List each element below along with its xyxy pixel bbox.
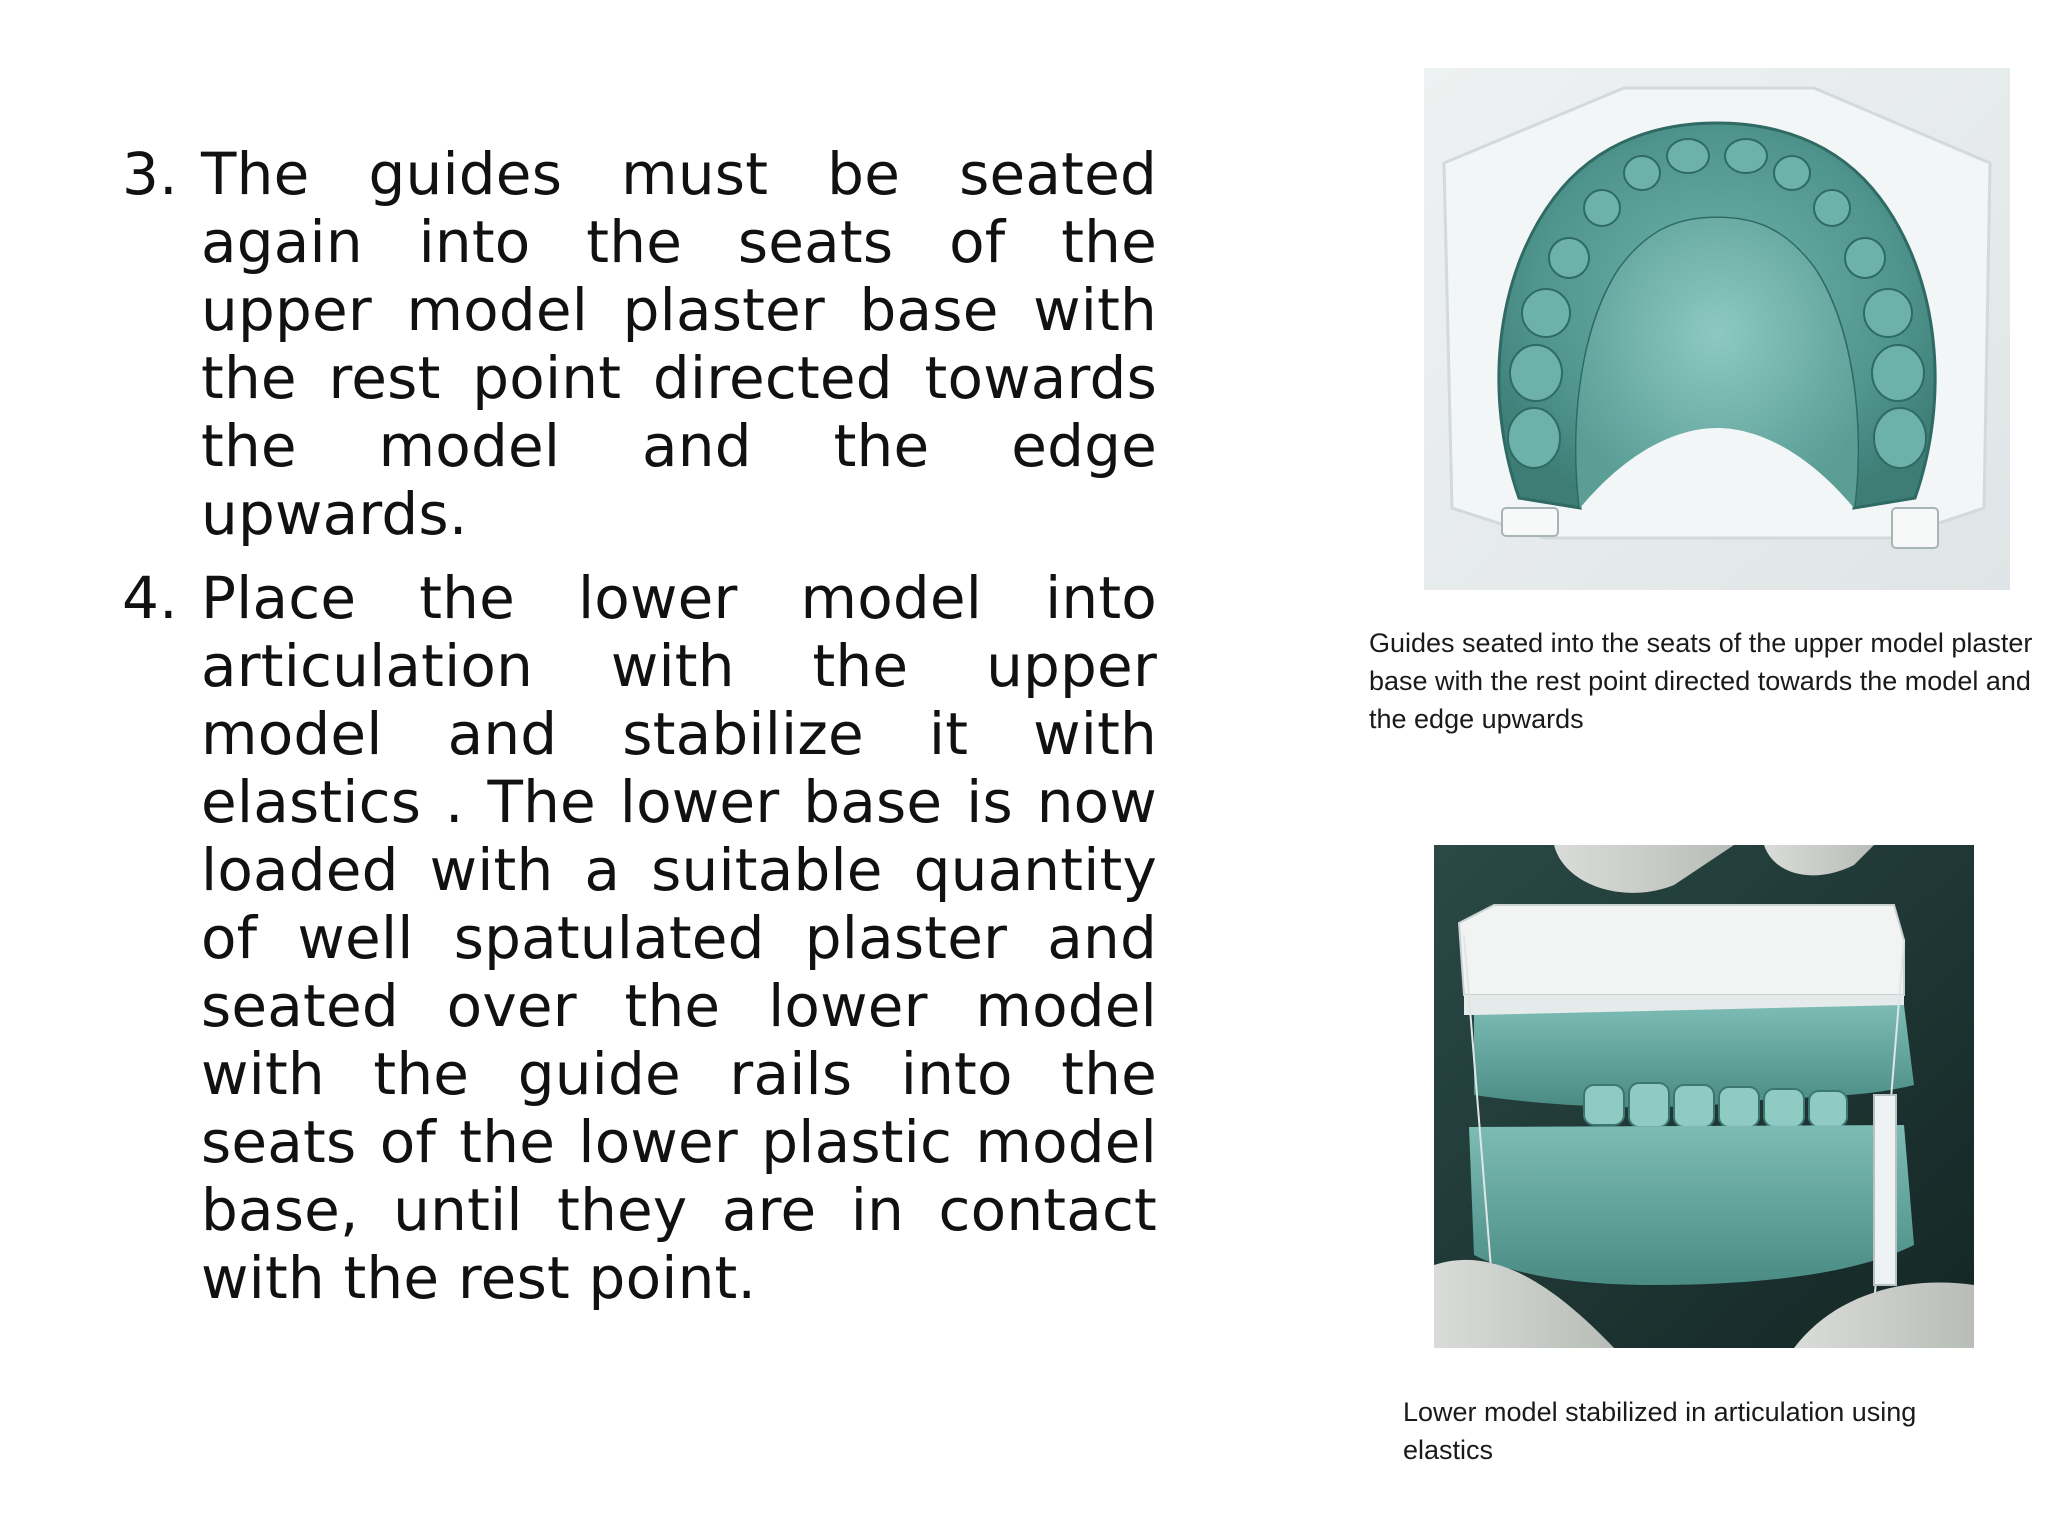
step-text: Place the lower model into articulation with the upper model and stabilize it with elastics . The lower base is now loaded with a suitable quantity of well spatulated plaster and seated over the lower model with the guide rails into the seats of the lower plastic model base, until they are in contact with the rest point. bbox=[201, 564, 1157, 1312]
step-number: 4. bbox=[122, 564, 178, 632]
lower-model-photo bbox=[1434, 845, 1974, 1348]
upper-cast-illustration bbox=[1424, 68, 2010, 590]
step-item-4 bbox=[122, 564, 1157, 1312]
step-item-3 bbox=[122, 140, 1157, 548]
instruction-list bbox=[122, 140, 1157, 1328]
step-number: 3. bbox=[122, 140, 178, 208]
step-text: The guides must be seated again into the seats of the upper model plaster base with the rest point directed towards the model and the edge upwards. bbox=[201, 140, 1157, 548]
upper-model-photo bbox=[1424, 68, 2010, 590]
articulated-casts-illustration bbox=[1434, 845, 1974, 1348]
lower-photo-caption: Lower model stabilized in articulation using elastics bbox=[1403, 1397, 1917, 1465]
upper-photo-caption: Guides seated into the seats of the upper model plaster base with the rest point directed towards the model and the edge upwards bbox=[1369, 628, 2033, 734]
